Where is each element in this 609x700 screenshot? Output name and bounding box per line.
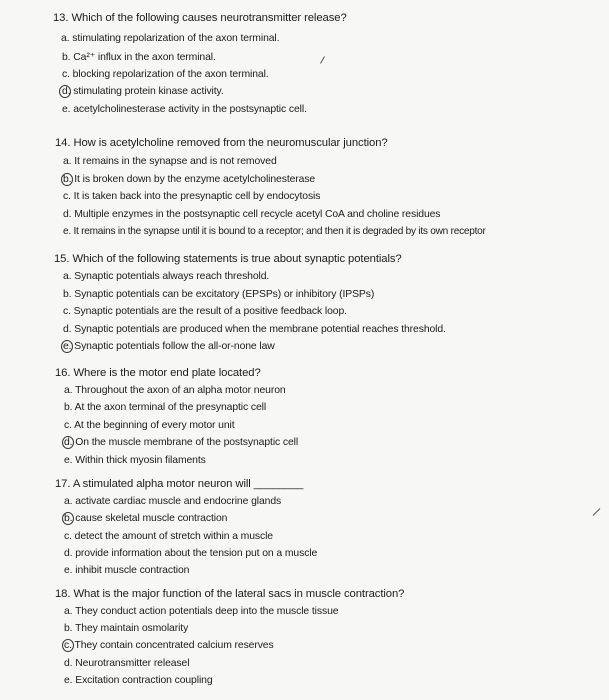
answer-circle-mark: [61, 173, 73, 186]
option-c: c. At the beginning of every motor unit: [64, 420, 235, 431]
question-title: 18. What is the major function of the lateral sacs in muscle contraction?: [55, 588, 405, 600]
option-b: b. cause skeletal muscle contraction: [64, 513, 228, 524]
option-d: d. provide information about the tension put on a muscle: [64, 548, 318, 559]
option-a: a. It remains in the synapse and is not removed: [63, 156, 277, 167]
option-c: c. Synaptic potentials are the result of a positive feedback loop.: [63, 306, 347, 317]
answer-circle-mark: [62, 436, 74, 449]
option-e: e. It remains in the synapse until it is bound to a receptor; and then it is degraded by its own receptor: [63, 226, 486, 237]
question-title: 14. How is acetylcholine removed from the neuromuscular junction?: [55, 137, 388, 149]
option-c: c. detect the amount of stretch within a muscle: [64, 531, 273, 542]
pen-mark: [320, 56, 325, 63]
question-title: 13. Which of the following causes neurotransmitter release?: [53, 12, 347, 24]
option-b: b. Synaptic potentials can be excitatory (EPSPs) or inhibitory (IPSPs): [63, 289, 375, 300]
option-e: e. acetylcholinesterase activity in the postsynaptic cell.: [62, 104, 307, 115]
option-a: a. Synaptic potentials always reach threshold.: [63, 271, 270, 282]
option-d: d. Multiple enzymes in the postsynaptic cell recycle acetyl CoA and choline residues: [63, 209, 441, 220]
answer-circle-mark: [62, 512, 74, 525]
pen-mark: [593, 508, 601, 516]
option-d: d. Synaptic potentials are produced when the membrane potential reaches threshold.: [63, 324, 446, 335]
option-d: d. On the muscle membrane of the postsynaptic cell: [64, 437, 299, 448]
question-title: 15. Which of the following statements is true about synaptic potentials?: [54, 253, 402, 265]
answer-circle-mark: [59, 85, 71, 98]
answer-circle-mark: [61, 340, 73, 353]
question-title: 17. A stimulated alpha motor neuron will ________: [55, 478, 304, 490]
option-a: a. activate cardiac muscle and endocrine glands: [64, 496, 282, 507]
option-e: e. Synaptic potentials follow the all-or-none law: [63, 341, 275, 352]
option-d: d. stimulating protein kinase activity.: [62, 86, 224, 97]
option-a: a. stimulating repolarization of the axon terminal.: [61, 33, 280, 44]
option-b: b. They maintain osmolarity: [64, 623, 189, 634]
option-b: b. Ca²⁺ influx in the axon terminal.: [62, 52, 216, 63]
option-d: d. Neurotransmitter releasel: [64, 658, 190, 669]
option-c: c. They contain concentrated calcium reserves: [64, 640, 274, 651]
option-e: e. Within thick myosin filaments: [64, 455, 206, 466]
option-a: a. Throughout the axon of an alpha motor neuron: [64, 385, 286, 396]
option-e: e. inhibit muscle contraction: [64, 565, 190, 576]
option-e: e. Excitation contraction coupling: [64, 675, 213, 686]
option-b: b. At the axon terminal of the presynaptic cell: [64, 402, 267, 413]
option-b: b. It is broken down by the enzyme acetylcholinesterase: [63, 174, 316, 185]
option-a: a. They conduct action potentials deep into the muscle tissue: [64, 606, 339, 617]
option-c: c. It is taken back into the presynaptic cell by endocytosis: [63, 191, 321, 202]
option-c: c. blocking repolarization of the axon terminal.: [62, 69, 269, 80]
answer-circle-mark: [62, 639, 74, 652]
question-title: 16. Where is the motor end plate located?: [55, 367, 261, 379]
